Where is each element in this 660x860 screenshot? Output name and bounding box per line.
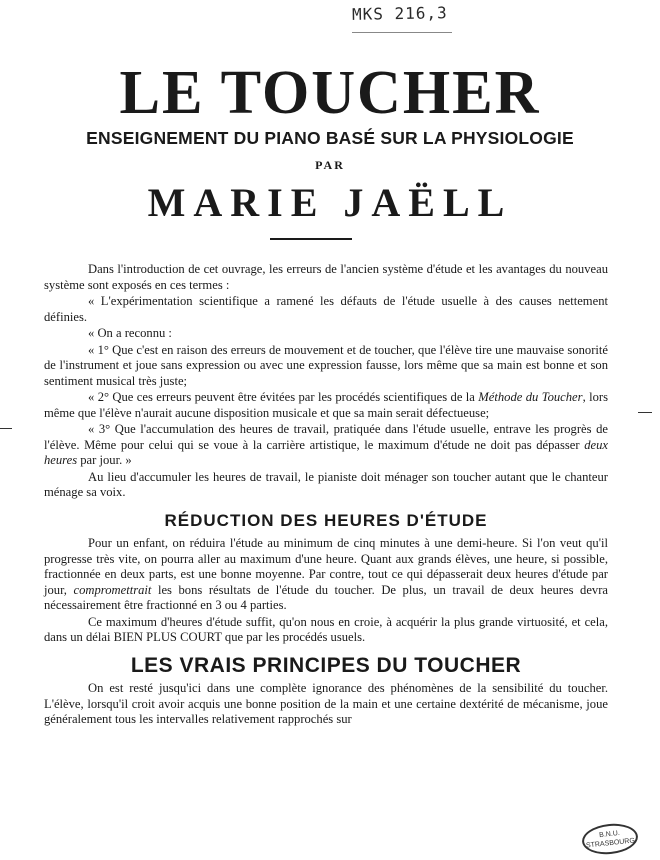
page-title: LE TOUCHER <box>119 59 541 127</box>
margin-tick-right <box>638 412 652 413</box>
shelfmark-underline <box>352 32 452 33</box>
intro-paragraph-5 <box>44 390 608 421</box>
page-subtitle: ENSEIGNEMENT DU PIANO BASÉ SUR LA PHYSIOLOGIE <box>86 128 574 148</box>
intro-p6-emphasis: deux heures <box>44 437 608 467</box>
reduction-paragraph-1 <box>44 536 608 614</box>
intro-paragraph-3: « On a reconnu : <box>88 326 172 340</box>
byline-par: PAR <box>315 158 345 172</box>
intro-paragraph-2: « L'expérimentation scientifique a ramené les défauts de l'étude usuelle à des causes nettement définies. <box>44 294 608 324</box>
author-name: MARIE JAËLL <box>147 180 513 225</box>
library-stamp <box>581 821 640 857</box>
intro-paragraph-1: Dans l'introduction de cet ouvrage, les erreurs de l'ancien système d'étude et les avantages du nouveau système sont exposés en ces termes : <box>44 262 608 292</box>
document-body <box>44 262 608 729</box>
section-heading-principles: LES VRAIS PRINCIPES DU TOUCHER <box>130 653 522 677</box>
intro-paragraph-4: « 1° Que c'est en raison des erreurs de mouvement et de toucher, que l'élève tire une mauvaise sonorité de l'instrument et joue sans expression ou avec une expression fausse, lors même que sa main est bonne et son sentiment musical très juste; <box>44 342 608 388</box>
intro-p6-text-b: par jour. » <box>77 453 132 467</box>
stamp-line-1: B.N.U. <box>598 829 621 840</box>
reduction-p1-text-a: Pour un enfant, on réduira l'étude au minimum de cinq minutes à une demi-heure. Si l'on veut qu'il progresse très vite, on pourra aller au maximum d'une heure. Quant aux grands élèves, une heure, si possible, fractionnée en deux parts, est une bonne moyenne. Par contre, tout ce qui dépasserait deux heures d'étude par jour, <box>44 536 608 597</box>
reduction-paragraph-2: Ce maximum d'heures d'étude suffit, qu'on nous en croie, à acquérir la plus grande virtuosité, et cela, dans un délai BIEN PLUS COURT que par les procédés usuels. <box>44 614 608 644</box>
intro-paragraph-7: Au lieu d'accumuler les heures de travail, le pianiste doit ménager son toucher autant que le chanteur ménage sa voix. <box>44 469 608 499</box>
intro-p5-emphasis: Méthode du Toucher <box>478 390 583 404</box>
intro-p5-text-b: , lors même que l'élève n'aurait aucune disposition musicale et que sa main serait défectueuse; <box>44 390 608 420</box>
section-heading-reduction: RÉDUCTION DES HEURES D'ÉTUDE <box>164 510 488 530</box>
title-divider <box>270 238 352 240</box>
shelfmark: MKS 216,3 <box>351 3 448 24</box>
intro-paragraph-6 <box>44 422 608 469</box>
intro-p5-text-a: « 2° Que ces erreurs peuvent être évitées par les procédés scientifiques de la <box>88 390 479 404</box>
reduction-p1-text-b: les bons résultats de l'étude du toucher. De plus, un travail de deux heures devra nécessairement être fractionné en 3 ou 4 parties. <box>44 582 608 612</box>
reduction-p1-emphasis: compromettrait <box>73 582 152 597</box>
principles-paragraph-1: On est resté jusqu'ici dans une complète ignorance des phénomènes de la sensibilité du toucher. L'élève, lorsqu'il croit avoir acquis une bonne position de la main et une certaine dextérité de mécanisme, joue généralement tous les intervalles relativement rapprochés sur <box>44 681 608 726</box>
stamp-line-2: STRASBOURG <box>585 837 636 850</box>
margin-tick-left <box>0 428 12 429</box>
intro-p6-text-a: « 3° Que l'accumulation des heures de travail, pratiquée dans l'étude usuelle, entrave les progrès de l'élève. Même pour celui qui se voue à la carrière artistique, le maximum d'étude ne doit pas dépasser <box>44 422 608 452</box>
